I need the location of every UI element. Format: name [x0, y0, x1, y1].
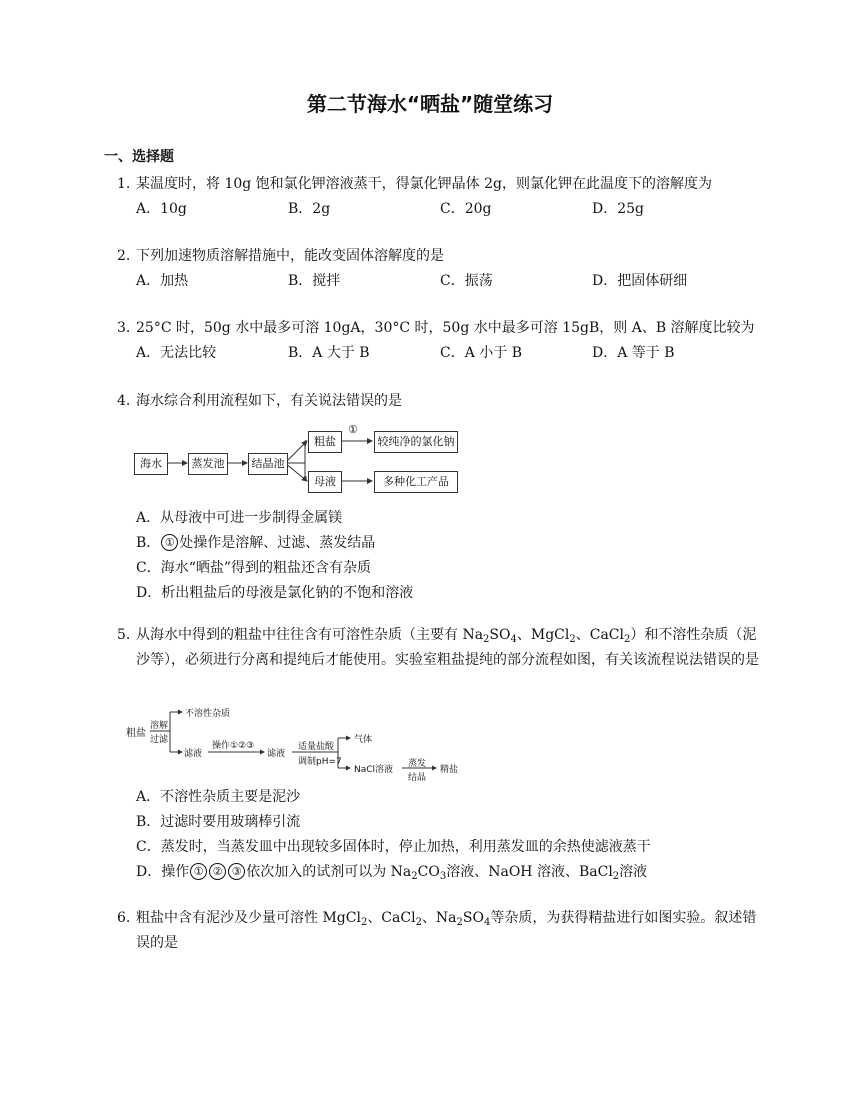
pure-nacl-box: 较纯净的氯化钠 — [374, 431, 458, 453]
question-5 — [117, 623, 767, 673]
stem-part: ）和不溶性杂质（泥沙等），必须进行分离和提纯后才能使用。实验室粗盐提纯的部分流程如图，有关该流程说法错误的是 — [136, 627, 759, 668]
subscript: 2 — [360, 917, 368, 928]
operation-label: 操作①②③ — [212, 741, 255, 751]
page-title: 第二节海水“晒盐”随堂练习 — [306, 92, 554, 116]
option-d-text: CO — [417, 864, 440, 880]
evaporate-label: 蒸发 — [408, 759, 427, 769]
step-circle: ① — [190, 863, 207, 880]
question-4 — [117, 389, 767, 414]
step-circle: ① — [161, 534, 178, 551]
option-b[interactable]: B．2g — [288, 201, 331, 217]
stem-part: SO — [462, 910, 484, 926]
crystallize-label: 结晶 — [408, 773, 427, 783]
subscript: 2 — [456, 917, 463, 928]
question-number: 4. — [117, 393, 131, 409]
stem-part: 等杂质，为获得精盐进行如图实验。叙述错误的是 — [136, 910, 757, 951]
section-heading: 一、选择题 — [104, 149, 174, 165]
refined-salt-label: 精盐 — [440, 765, 459, 775]
ph-label: 调制pH=7 — [298, 757, 342, 767]
step-circle: ② — [209, 863, 226, 880]
option-c[interactable]: C．A 小于 B — [440, 345, 523, 361]
question-number: 3. — [117, 320, 131, 336]
subscript: 4 — [510, 634, 517, 645]
stem-part: 从海水中得到的粗盐中往往含有可溶性杂质（主要有 Na — [136, 627, 484, 643]
stem-part: 、CaCl — [575, 627, 624, 643]
step-label: ① — [348, 423, 358, 436]
subscript: 2 — [415, 917, 422, 928]
option-b[interactable] — [117, 531, 767, 556]
option-d[interactable] — [117, 860, 767, 885]
option-a[interactable]: A．不溶性杂质主要是泥沙 — [136, 789, 301, 805]
insoluble-impurity-label: 不溶性杂质 — [185, 709, 231, 719]
option-b-text: 处操作是溶解、过滤、蒸发结晶 — [179, 535, 376, 551]
option-d[interactable]: D．A 等于 B — [592, 345, 675, 361]
option-b[interactable]: B．搅拌 — [288, 273, 341, 289]
mother-liquor-box: 母液 — [308, 471, 342, 493]
question-4-options — [117, 506, 767, 606]
option-c[interactable]: C．20g — [440, 201, 492, 217]
option-d-text: 依次加入的试剂可以为 Na — [246, 864, 412, 880]
subscript: 3 — [439, 871, 447, 882]
option-a[interactable]: A．加热 — [136, 273, 189, 289]
question-stem: 海水综合利用流程如下，有关说法错误的是 — [136, 393, 402, 409]
option-a[interactable]: A．10g — [136, 201, 187, 217]
nacl-solution-label: NaCl溶液 — [354, 765, 394, 775]
step-circle: ③ — [228, 863, 245, 880]
option-d[interactable]: D．25g — [592, 201, 645, 217]
crude-salt-label: 粗盐 — [126, 728, 146, 739]
subscript: 2 — [624, 634, 631, 645]
stem-part: SO — [489, 627, 511, 643]
option-d-text: 溶液 — [619, 864, 648, 880]
option-b-label: B． — [136, 535, 161, 551]
question-stem: 25°C 时，50g 水中最多可溶 10gA，30°C 时，50g 水中最多可溶 15gB，则 A、B 溶解度比较为 — [136, 320, 755, 336]
filter-label: 过滤 — [150, 735, 169, 745]
seawater-box: 海水 — [134, 453, 168, 475]
stem-part: 、MgCl — [516, 627, 570, 643]
gas-label: 气体 — [354, 735, 373, 745]
filtrate2-label: 滤液 — [267, 749, 286, 759]
question-5-options — [117, 785, 767, 885]
stem-part: 、CaCl — [367, 910, 416, 926]
option-a[interactable]: A．从母液中可进一步制得金属镁 — [136, 510, 343, 526]
acid-label: 适量盐酸 — [298, 742, 335, 752]
salt-purification-diagram — [126, 704, 466, 784]
filtrate-label: 滤液 — [184, 749, 203, 759]
dissolve-label: 溶解 — [150, 721, 169, 731]
subscript: 2 — [483, 634, 490, 645]
option-b[interactable]: B．过滤时要用玻璃棒引流 — [136, 814, 301, 830]
option-a[interactable]: A．无法比较 — [136, 345, 217, 361]
option-d-label: D．操作 — [136, 864, 190, 880]
question-number: 1. — [117, 176, 131, 192]
question-number: 5. — [117, 627, 131, 643]
question-number: 6. — [117, 910, 131, 926]
seawater-flow-diagram — [130, 425, 480, 495]
question-stem: 某温度时，将 10g 饱和氯化钾溶液蒸干，得氯化钾晶体 2g，则氯化钾在此温度下的溶解度为 — [136, 176, 712, 192]
question-number: 2. — [117, 248, 131, 264]
option-d[interactable]: D．把固体研细 — [592, 273, 688, 289]
question-6 — [117, 906, 767, 956]
crude-salt-box: 粗盐 — [308, 431, 342, 453]
crystallization-pool-box: 结晶池 — [248, 453, 288, 475]
chemical-products-box: 多种化工产品 — [374, 471, 458, 493]
subscript: 2 — [569, 634, 576, 645]
subscript: 2 — [411, 871, 418, 882]
question-1 — [117, 172, 767, 222]
evaporation-pool-box: 蒸发池 — [188, 453, 228, 475]
option-c[interactable]: C．蒸发时，当蒸发皿中出现较多固体时，停止加热，利用蒸发皿的余热使滤液蒸干 — [136, 839, 651, 855]
stem-part: 粗盐中含有泥沙及少量可溶性 MgCl — [136, 910, 361, 926]
subscript: 4 — [484, 917, 491, 928]
option-b[interactable]: B．A 大于 B — [288, 345, 370, 361]
question-2 — [117, 244, 767, 294]
option-c[interactable]: C．振荡 — [440, 273, 493, 289]
question-3 — [117, 316, 767, 366]
option-d[interactable]: D．析出粗盐后的母液是氯化钠的不饱和溶液 — [136, 585, 414, 601]
option-c[interactable]: C．海水“晒盐”得到的粗盐还含有杂质 — [136, 560, 372, 576]
option-d-text: 溶液、NaOH 溶液、BaCl — [446, 864, 613, 880]
stem-part: 、Na — [421, 910, 457, 926]
subscript: 2 — [612, 871, 620, 882]
question-stem: 下列加速物质溶解措施中，能改变固体溶解度的是 — [136, 248, 444, 264]
